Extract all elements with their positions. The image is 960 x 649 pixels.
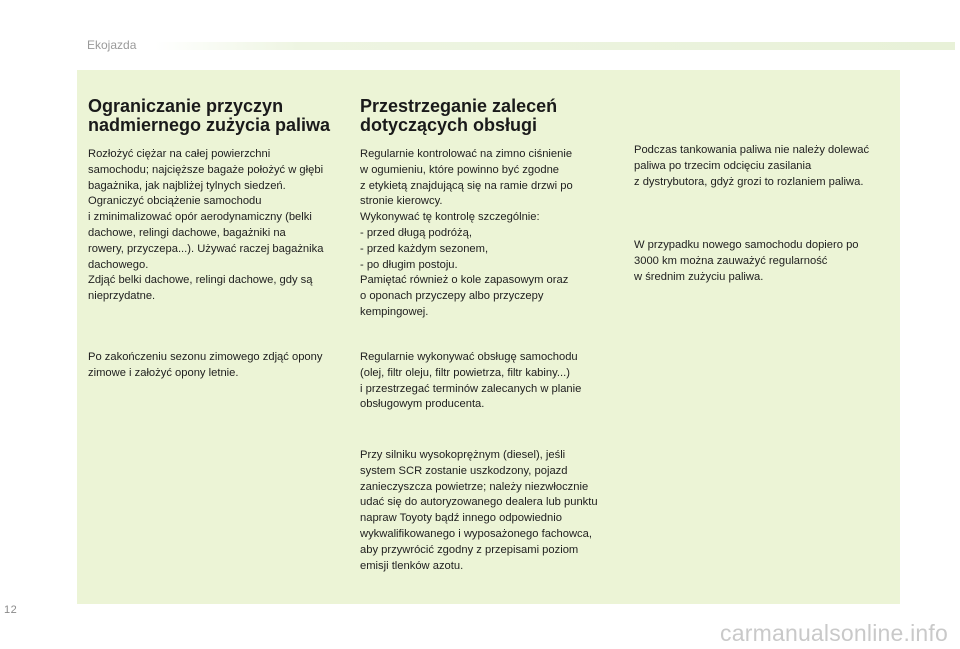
heading-maintenance: Przestrzeganie zaleceń dotyczących obsługi (360, 96, 558, 135)
watermark: carmanualsonline.info (720, 620, 948, 646)
paragraph-new-car: W przypadku nowego samochodu dopiero po 3000 km można zauważyć regularność w średnim zużyciu paliwa. (634, 239, 859, 283)
paragraph-tyre-pressure: Regularnie kontrolować na zimno ciśnienie w ogumieniu, które powinno być zgodne z etykietą znajdującą się na ramie drzwi po stronie kierowcy. Wykonywać tę kontrolę szczególnie: - przed długą podróżą, - przed każdym sezonem, - po długim postoju. Pamiętać również o kole zapasowym oraz o oponach przyczepy albo przyczepy kempingowej. (360, 148, 573, 318)
paragraph-scr-system: Przy silniku wysokoprężnym (diesel), jeśli system SCR zostanie uszkodzony, pojazd zanieczyszcza powietrze; należy niezwłocznie udać się do autoryzowanego dealera lub punktu napraw Toyoty bądź innego odpowiednio wykwalifikowanego i wyposażonego fachowca, aby przywrócić zgodny z przepisami poziom emisji tlenków azotu. (360, 449, 598, 572)
paragraph-winter-tyres: Po zakończeniu sezonu zimowego zdjąć opony zimowe i założyć opony letnie. (88, 351, 323, 379)
column-fuel-consumption (88, 97, 350, 305)
column-refuelling (634, 143, 896, 190)
paragraph-load-distribution: Rozłożyć ciężar na całej powierzchni samochodu; najcięższe bagaże położyć w głębi bagażnika, jak najbliżej tylnych siedzeń. Ograniczyć obciążenie samochodu i zminimalizować opór aerodynamiczny (belki dachowe, relingi dachowe, bagażniki na rowery, przyczepa...). Używać raczej bagażnika dachowego. Zdjąć belki dachowe, relingi dachowe, gdy są nieprzydatne. (88, 148, 324, 303)
column-maintenance (360, 97, 622, 321)
paragraph-refuelling: Podczas tankowania paliwa nie należy dolewać paliwa po trzecim odcięciu zasilania z dystrybutora, gdyż grozi to rozlaniem paliwa. (634, 144, 870, 188)
page-number: 12 (4, 604, 18, 616)
paragraph-service: Regularnie wykonywać obsługę samochodu (olej, filtr oleju, filtr powietrza, filtr kabiny...) i przestrzegać terminów zalecanych w planie obsługowym producenta. (360, 351, 582, 411)
heading-fuel-consumption: Ograniczanie przyczyn nadmiernego zużycia paliwa (88, 96, 331, 135)
section-title: Ekojazda (87, 38, 137, 52)
header-bar (155, 42, 955, 50)
